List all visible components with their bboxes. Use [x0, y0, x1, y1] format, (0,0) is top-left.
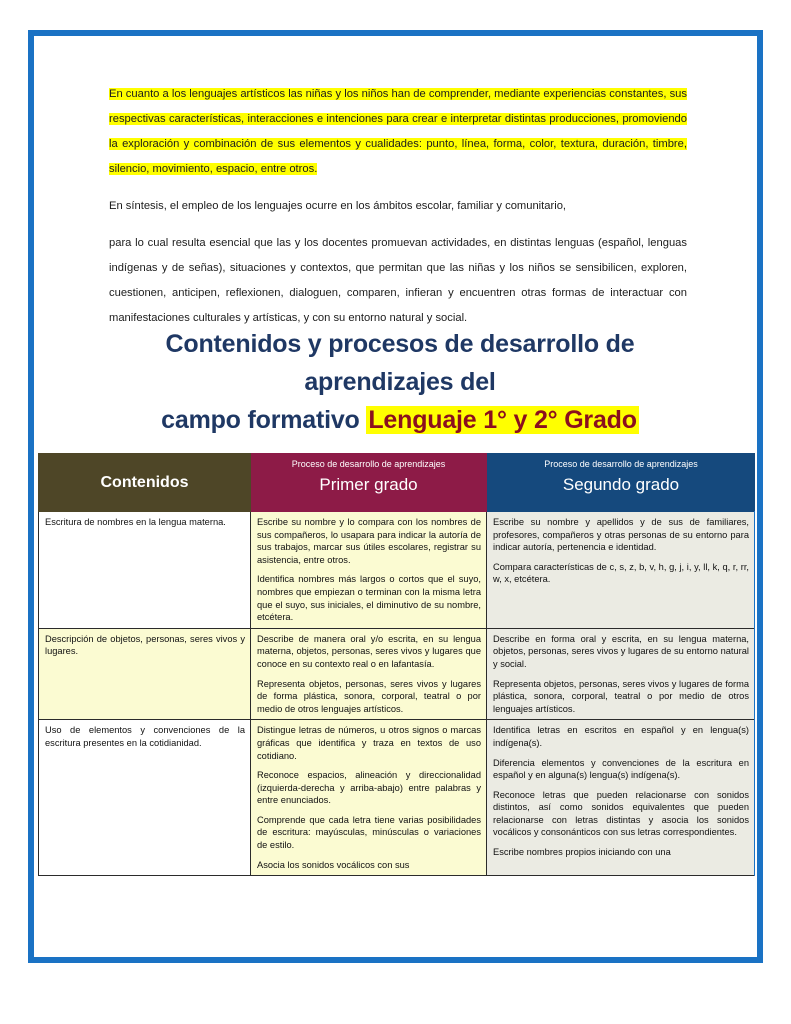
table-row	[39, 628, 756, 720]
cell-paragraph: Escritura de nombres en la lengua materna.	[45, 517, 226, 527]
title-line-2: aprendizajes del	[304, 368, 496, 396]
header-contenidos: Contenidos	[39, 454, 251, 512]
cell-primer-grado	[251, 628, 487, 720]
paragraph-spacer	[109, 219, 687, 231]
cell-paragraph: Escribe nombres propios iniciando con una	[493, 847, 671, 858]
intro-text-block	[109, 82, 687, 331]
cell-contenido	[39, 720, 251, 876]
title-prefix: campo formativo	[161, 406, 367, 434]
table-clip-region	[38, 453, 755, 957]
cell-segundo-grado	[487, 512, 756, 629]
table-row	[39, 720, 756, 876]
cell-paragraph: Descripción de objetos, personas, seres vivos y lugares.	[45, 633, 245, 657]
cell-primer-grado	[251, 720, 487, 876]
cell-paragraph: Escribe su nombre y apellidos y de sus de familiares, profesores, compañeros y otras personas de su entorno para indicar autoría, pertenencia e identidad.	[493, 517, 749, 553]
paragraph-spacer	[109, 182, 687, 194]
highlight-run: En cuanto a los lenguajes artísticos las niñas y los niños han de comprender, mediante experiencias constantes, sus respectivas características, interacciones e intenciones para crear e interpretar distintas producciones, promoviendo la exploración y combinación de sus elementos y cualidades: punto, línea, forma, color, textura, duración, timbre, silencio, movimiento, espacio, entre otros.	[109, 88, 687, 175]
cell-paragraph: Comprende que cada letra tiene varias posibilidades de escritura: mayúsculas, minúsculas o variaciones de estilo.	[257, 814, 481, 851]
header-segundo-grado-sub: Proceso de desarrollo de aprendizajes	[544, 459, 698, 469]
cell-segundo-grado	[487, 720, 756, 876]
cell-primer-grado	[251, 512, 487, 629]
title-highlight: Lenguaje 1° y 2° Grado	[368, 406, 637, 434]
header-segundo-grado-main: Segundo grado	[562, 475, 680, 494]
cell-contenido	[39, 512, 251, 629]
intro-paragraph-highlighted	[109, 82, 687, 182]
header-primer-grado-sub: Proceso de desarrollo de aprendizajes	[291, 459, 446, 469]
intro-paragraph-2: En síntesis, el empleo de los lenguajes ocurre en los ámbitos escolar, familiar y comunitario,	[109, 200, 567, 212]
header-primer-grado-main: Primer grado	[319, 475, 418, 494]
table-body	[39, 512, 756, 876]
table-header	[39, 454, 756, 512]
table-row	[39, 512, 756, 629]
table-header-row	[39, 454, 756, 512]
intro-paragraph-3: para lo cual resulta esencial que las y los docentes promuevan actividades, en distintas lenguas (español, lenguas indígenas y de señas), situaciones y contextos, que permitan que las niñas y los niños se sensibilicen, exploren, cuestionen, anticipen, reflexionen, dialoguen, comparen, infieran y encuentren otras formas de interactuar con manifestaciones culturales y artísticas, y con su entorno natural y social.	[109, 237, 687, 324]
contenidos-table	[38, 453, 755, 876]
cell-paragraph: Diferencia elementos y convenciones de la escritura en español y en alguna(s) lengua(s) indígena(s).	[493, 757, 749, 781]
cell-paragraph: Distingue letras de números, u otros signos o marcas gráficas que identifica y traza en textos de uso cotidiano.	[257, 725, 481, 761]
title-line-1: Contenidos y procesos de desarrollo de	[165, 330, 635, 358]
title-line-3	[70, 401, 730, 439]
cell-paragraph: Identifica letras en escritos en español y en lengua(s) indígena(s).	[493, 725, 749, 748]
cell-contenido	[39, 628, 251, 720]
cell-paragraph: Describe de manera oral y/o escrita, en su lengua materna, objetos, personas, seres vivos y lugares que conoce en su contexto real o en lafantasía.	[257, 633, 481, 669]
cell-paragraph: Escribe su nombre y lo compara con los nombres de sus compañeros, lo usapara para indicar la autoría de sus trabajos, marcar sus útiles escolares, registrar su asistencia, entre otros.	[257, 517, 481, 565]
cell-paragraph: Representa objetos, personas, seres vivos y lugares de forma plástica, sonora, corporal, teatral o por medio de otros lenguajes artísticos.	[257, 678, 481, 714]
page-title	[70, 325, 730, 439]
cell-paragraph: Asocia los sonidos vocálicos con sus	[257, 859, 410, 870]
header-primer-grado	[251, 454, 487, 512]
cell-paragraph: Describe en forma oral y escrita, en su lengua materna, objetos, personas, seres vivos y lugares de su entorno natural y social.	[493, 633, 749, 669]
cell-paragraph: Compara características de c, s, z, b, v, h, g, j, i, y, ll, k, q, r, rr, w, x, etcétera.	[493, 561, 749, 585]
cell-paragraph: Reconoce espacios, alineación y direccionalidad (izquierda-derecha y arriba-abajo) entre palabras y entre enunciados.	[257, 770, 481, 806]
header-segundo-grado	[487, 454, 756, 512]
cell-paragraph: Reconoce letras que pueden relacionarse con sonidos distintos, así como sonidos equivalentes que pueden relacionarse con letras distintas y asocia los sonidos vocálicos y consonánticos con sus letras correspondientes.	[493, 789, 749, 838]
cell-paragraph: Representa objetos, personas, seres vivos y lugares de forma plástica, sonora, corporal, teatral o por medio de otros lenguajes artísticos.	[493, 678, 749, 714]
cell-paragraph: Identifica nombres más largos o cortos que el suyo, nombres que empiezan o terminan con la misma letra que el suyo, sus iniciales, el diminutivo de su nombre, etcétera.	[257, 574, 481, 623]
cell-segundo-grado	[487, 628, 756, 720]
cell-paragraph: Uso de elementos y convenciones de la escritura presentes en la cotidianidad.	[45, 725, 245, 748]
